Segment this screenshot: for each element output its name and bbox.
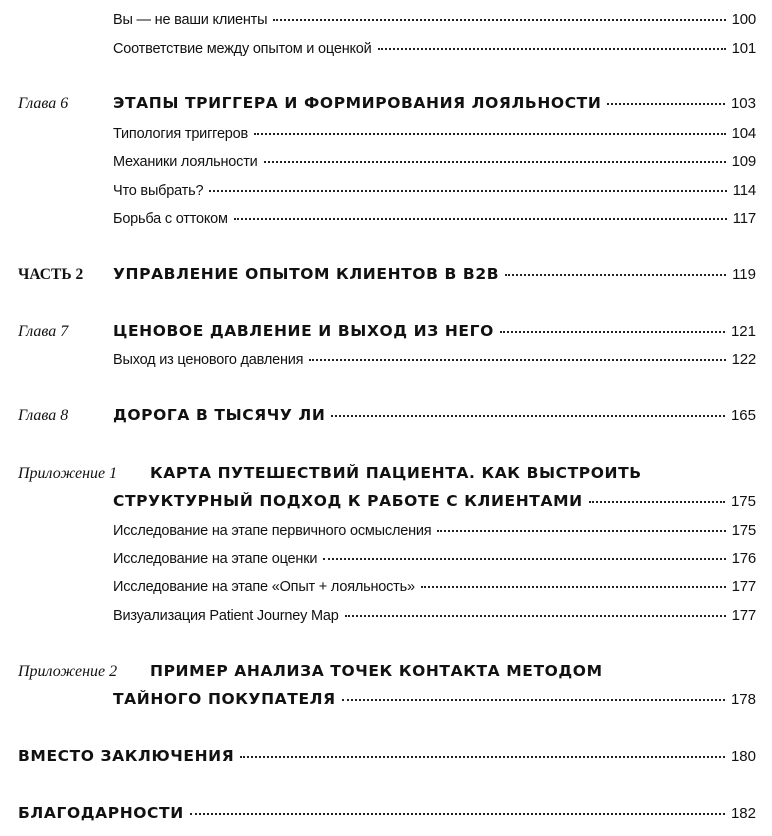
chapter-label: Глава 6 [18,95,69,112]
dot-leader [421,586,726,588]
toc-page-number: 114 [732,182,756,199]
toc-subentry-title: Выход из ценового давления [113,352,304,368]
dot-leader [607,103,725,105]
chapter-title: ЭТАПЫ ТРИГГЕРА И ФОРМИРОВАНИЯ ЛОЯЛЬНОСТИ [113,94,602,112]
toc-page-number: 100 [731,11,756,28]
appendix-title-line-1: ПРИМЕР АНАЛИЗА ТОЧЕК КОНТАКТА МЕТОДОМ [150,662,603,680]
toc-page-number: 103 [730,95,756,112]
toc-page-number: 180 [730,748,756,765]
toc-page-number: 176 [731,550,756,567]
dot-leader [589,501,725,503]
toc-page-number: 177 [731,578,756,595]
toc-subentry-title: Вы — не ваши клиенты [113,12,268,28]
section-title: БЛАГОДАРНОСТИ [18,804,184,822]
toc-subentry[interactable] [113,125,756,142]
toc-page-number: 101 [731,40,756,57]
dot-leader [437,530,725,532]
toc-subentry-title: Исследование на этапе «Опыт + лояльность» [113,579,415,595]
toc-appendix-entry-continued[interactable] [113,690,756,708]
toc-chapter-entry[interactable] [18,322,756,341]
toc-page-number: 104 [731,125,756,142]
toc-subentry-title: Исследование на этапе первичного осмысления [113,523,432,539]
dot-leader [331,415,725,417]
appendix-label: Приложение 1 [18,465,118,482]
toc-chapter-entry[interactable] [18,406,756,425]
toc-subentry-title: Что выбрать? [113,183,204,199]
toc-subentry[interactable] [113,522,756,539]
toc-subentry-title: Типология триггеров [113,126,249,142]
toc-page-number: 175 [730,493,756,510]
dot-leader [264,161,726,163]
appendix-title-line-2: ТАЙНОГО ПОКУПАТЕЛЯ [113,690,336,708]
toc-section-entry[interactable] [18,747,756,765]
toc-page-number: 109 [731,153,756,170]
dot-leader [209,190,726,192]
appendix-title-line-2: СТРУКТУРНЫЙ ПОДХОД К РАБОТЕ С КЛИЕНТАМИ [113,492,583,510]
dot-leader [190,813,725,815]
toc-section-entry[interactable] [18,804,756,822]
toc-page-number: 117 [732,210,756,227]
dot-leader [234,218,727,220]
toc-appendix-entry[interactable] [18,662,756,681]
dot-leader [240,756,725,758]
toc-subentry[interactable] [113,153,756,170]
dot-leader [309,359,725,361]
dot-leader [345,615,726,617]
dot-leader [378,48,726,50]
appendix-title-line-1: КАРТА ПУТЕШЕСТВИЙ ПАЦИЕНТА. КАК ВЫСТРОИТЬ [150,464,642,482]
toc-subentry[interactable] [113,550,756,567]
dot-leader [505,274,726,276]
toc-subentry[interactable] [113,11,756,28]
chapter-title: ЦЕНОВОЕ ДАВЛЕНИЕ И ВЫХОД ИЗ НЕГО [113,322,494,340]
toc-subentry[interactable] [113,40,756,57]
part-label: ЧАСТЬ 2 [18,266,84,283]
dot-leader [323,558,725,560]
chapter-label: Глава 8 [18,407,69,424]
toc-subentry-title: Борьба с оттоком [113,211,228,227]
toc-subentry-title: Визуализация Patient Journey Map [113,608,339,624]
toc-page-number: 182 [730,805,756,822]
chapter-title: ДОРОГА В ТЫСЯЧУ ЛИ [113,406,326,424]
toc-subentry[interactable] [113,578,756,595]
dot-leader [273,19,725,21]
toc-appendix-entry-continued[interactable] [113,492,756,510]
dot-leader [254,133,726,135]
toc-chapter-entry[interactable] [18,94,756,113]
toc-page-number: 119 [732,266,756,283]
appendix-label: Приложение 2 [18,663,118,680]
toc-subentry[interactable] [113,182,756,199]
toc-page-number: 121 [730,323,756,340]
toc-subentry[interactable] [113,607,756,624]
toc-subentry[interactable] [113,351,756,368]
toc-page-number: 178 [730,691,756,708]
toc-appendix-entry[interactable] [18,464,756,483]
section-title: ВМЕСТО ЗАКЛЮЧЕНИЯ [18,747,235,765]
toc-subentry-title: Механики лояльности [113,154,258,170]
dot-leader [500,331,725,333]
toc-page-number: 175 [731,522,756,539]
toc-subentry-title: Соответствие между опытом и оценкой [113,41,372,57]
toc-page-number: 177 [731,607,756,624]
toc-subentry[interactable] [113,210,756,227]
toc-part-entry[interactable] [18,265,756,284]
part-title: УПРАВЛЕНИЕ ОПЫТОМ КЛИЕНТОВ В B2B [113,265,500,283]
toc-subentry-title: Исследование на этапе оценки [113,551,318,567]
dot-leader [342,699,725,701]
chapter-label: Глава 7 [18,323,69,340]
toc-page-number: 122 [731,351,756,368]
toc-page-number: 165 [730,407,756,424]
